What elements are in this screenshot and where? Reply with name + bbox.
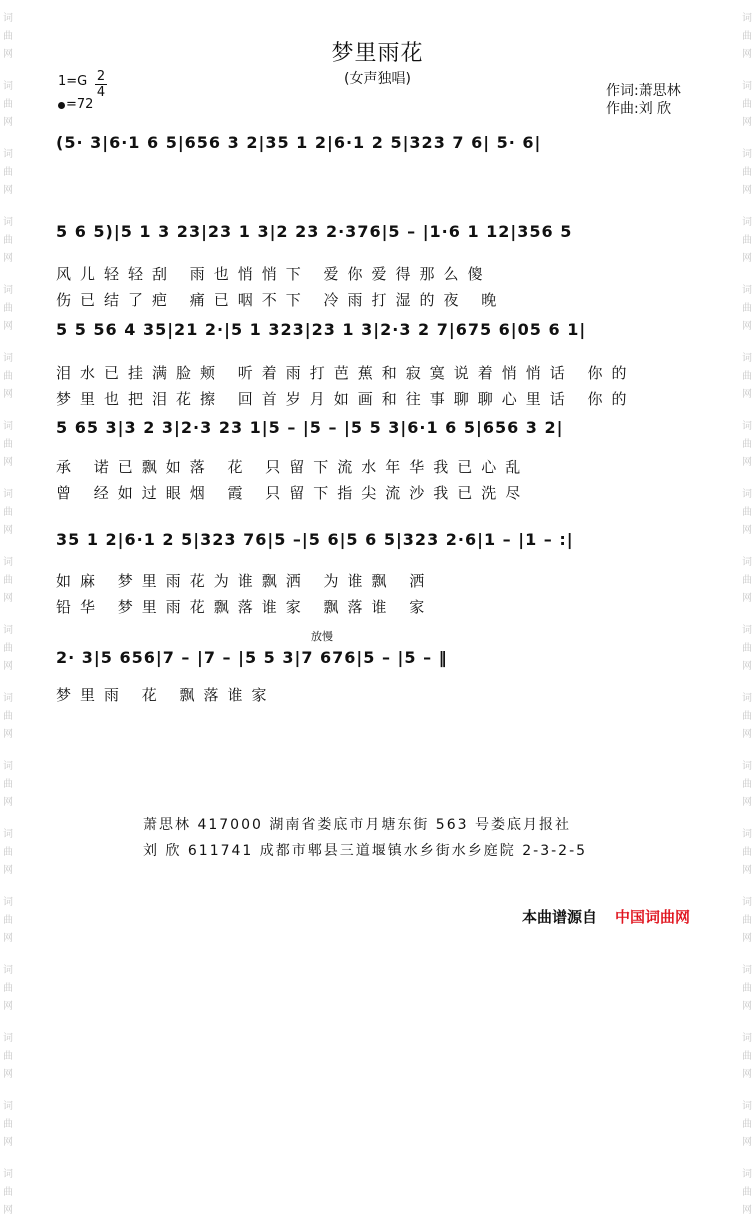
footer-address-1: 萧思林 417000 湖南省娄底市月塘东街 563 号娄底月报社 <box>143 817 571 833</box>
performance-mark: 放慢 <box>311 630 333 643</box>
footer-address-2: 刘 欣 611741 成都市郫县三道堰镇水乡街水乡庭院 2-3-2-5 <box>143 843 588 859</box>
watermark-text: 词 曲 网 <box>742 965 752 1012</box>
watermark-text: 词 曲 网 <box>742 829 752 876</box>
watermark-text: 词 曲 网 <box>3 761 13 808</box>
watermark-text: 词 曲 网 <box>742 421 752 468</box>
watermark-text: 词 曲 网 <box>3 149 13 196</box>
watermark-text: 词 曲 网 <box>3 557 13 604</box>
lyricist-credit: 作词:萧思林 <box>606 83 681 99</box>
watermark-text: 词 曲 网 <box>742 353 752 400</box>
lyric-line-3b: 梦里也把泪花擦 回首岁月如画和往事聊聊心里话 你的 <box>56 390 636 408</box>
quarter-note-icon <box>58 102 65 109</box>
watermark-text: 词 曲 网 <box>3 1033 13 1080</box>
watermark-text: 词 曲 网 <box>3 829 13 876</box>
watermark-text: 词 曲 网 <box>742 13 752 60</box>
staff-line-6: 2· 3|5 656|7 – |7 – |5 5 3|7 676|5 – |5 – ‖ <box>56 648 448 667</box>
subtitle: (女声独唱) <box>344 71 411 87</box>
watermark-text: 词 曲 网 <box>742 1169 752 1216</box>
watermark-left <box>2 10 14 1220</box>
watermark-text: 词 曲 网 <box>3 897 13 944</box>
watermark-text: 词 曲 网 <box>3 1101 13 1148</box>
watermark-text: 词 曲 网 <box>3 489 13 536</box>
watermark-text: 词 曲 网 <box>3 1169 13 1216</box>
lyric-line-2a: 风儿轻轻刮 雨也悄悄下 爱你爱得那么傻 <box>56 265 492 283</box>
source-credit <box>522 906 690 927</box>
staff-line-1: (5· 3|6·1 6 5|656 3 2|35 1 2|6·1 2 5|323 7 6| 5· 6| <box>56 133 542 152</box>
watermark-text: 词 曲 网 <box>3 81 13 128</box>
staff-line-2: 5 6 5)|5 1 3 23|23 1 3|2 23 2·376|5 – |1·6 1 12|356 5 <box>56 222 573 241</box>
source-label: 本曲谱源自 <box>522 908 598 926</box>
lyric-line-6: 梦里雨 花 飘落谁家 <box>56 686 276 704</box>
meter-top: 2 <box>96 69 106 84</box>
watermark-text: 词 曲 网 <box>742 897 752 944</box>
lyric-line-4a: 承 诺已飘如落 花 只留下流水年华我已心乱 <box>56 458 530 476</box>
watermark-text: 词 曲 网 <box>3 625 13 672</box>
watermark-text: 词 曲 网 <box>3 13 13 60</box>
watermark-text: 词 曲 网 <box>3 421 13 468</box>
lyric-line-2b: 伤已结了疤 痛已咽不下 冷雨打湿的夜 晚 <box>56 291 506 309</box>
staff-line-5: 35 1 2|6·1 2 5|323 76|5 –|5 6|5 6 5|323 2·6|1 – |1 – :| <box>56 530 574 549</box>
watermark-text: 词 曲 网 <box>742 761 752 808</box>
tempo-mark <box>58 97 93 112</box>
key-signature: 1=G <box>58 74 88 89</box>
watermark-text: 词 曲 网 <box>742 625 752 672</box>
watermark-text: 词 曲 网 <box>742 217 752 264</box>
watermark-text: 词 曲 网 <box>742 149 752 196</box>
lyric-line-5b: 铅华 梦里雨花飘落谁家 飘落谁 家 <box>56 598 434 616</box>
watermark-right <box>741 10 753 1220</box>
watermark-text: 词 曲 网 <box>742 81 752 128</box>
watermark-text: 词 曲 网 <box>3 353 13 400</box>
watermark-text: 词 曲 网 <box>742 1101 752 1148</box>
lyric-line-4b: 曾 经如过眼烟 霞 只留下指尖流沙我已洗尽 <box>56 484 530 502</box>
watermark-text: 词 曲 网 <box>742 285 752 332</box>
watermark-text: 词 曲 网 <box>742 1033 752 1080</box>
watermark-text: 词 曲 网 <box>3 285 13 332</box>
meter-bottom: 4 <box>96 85 106 100</box>
watermark-text: 词 曲 网 <box>742 693 752 740</box>
page-title: 梦里雨花 <box>331 41 424 66</box>
time-signature <box>95 70 107 99</box>
source-brand-link[interactable]: 中国词曲网 <box>615 908 691 926</box>
lyric-line-5a: 如麻 梦里雨花为谁飘洒 为谁飘 洒 <box>56 572 434 590</box>
watermark-text: 词 曲 网 <box>742 557 752 604</box>
staff-line-4: 5 65 3|3 2 3|2·3 23 1|5 – |5 – |5 5 3|6·1 6 5|656 3 2| <box>56 418 564 437</box>
watermark-text: 词 曲 网 <box>3 693 13 740</box>
tempo-value: =72 <box>66 97 94 112</box>
composer-credit: 作曲:刘 欣 <box>606 101 672 117</box>
watermark-text: 词 曲 网 <box>3 965 13 1012</box>
watermark-text: 词 曲 网 <box>3 217 13 264</box>
staff-line-3: 5 5 56 4 35|21 2·|5 1 323|23 1 3|2·3 2 7|675 6|05 6 1| <box>56 320 587 339</box>
watermark-text: 词 曲 网 <box>742 489 752 536</box>
lyric-line-3a: 泪水已挂满脸颊 听着雨打芭蕉和寂寞说着悄悄话 你的 <box>56 364 636 382</box>
